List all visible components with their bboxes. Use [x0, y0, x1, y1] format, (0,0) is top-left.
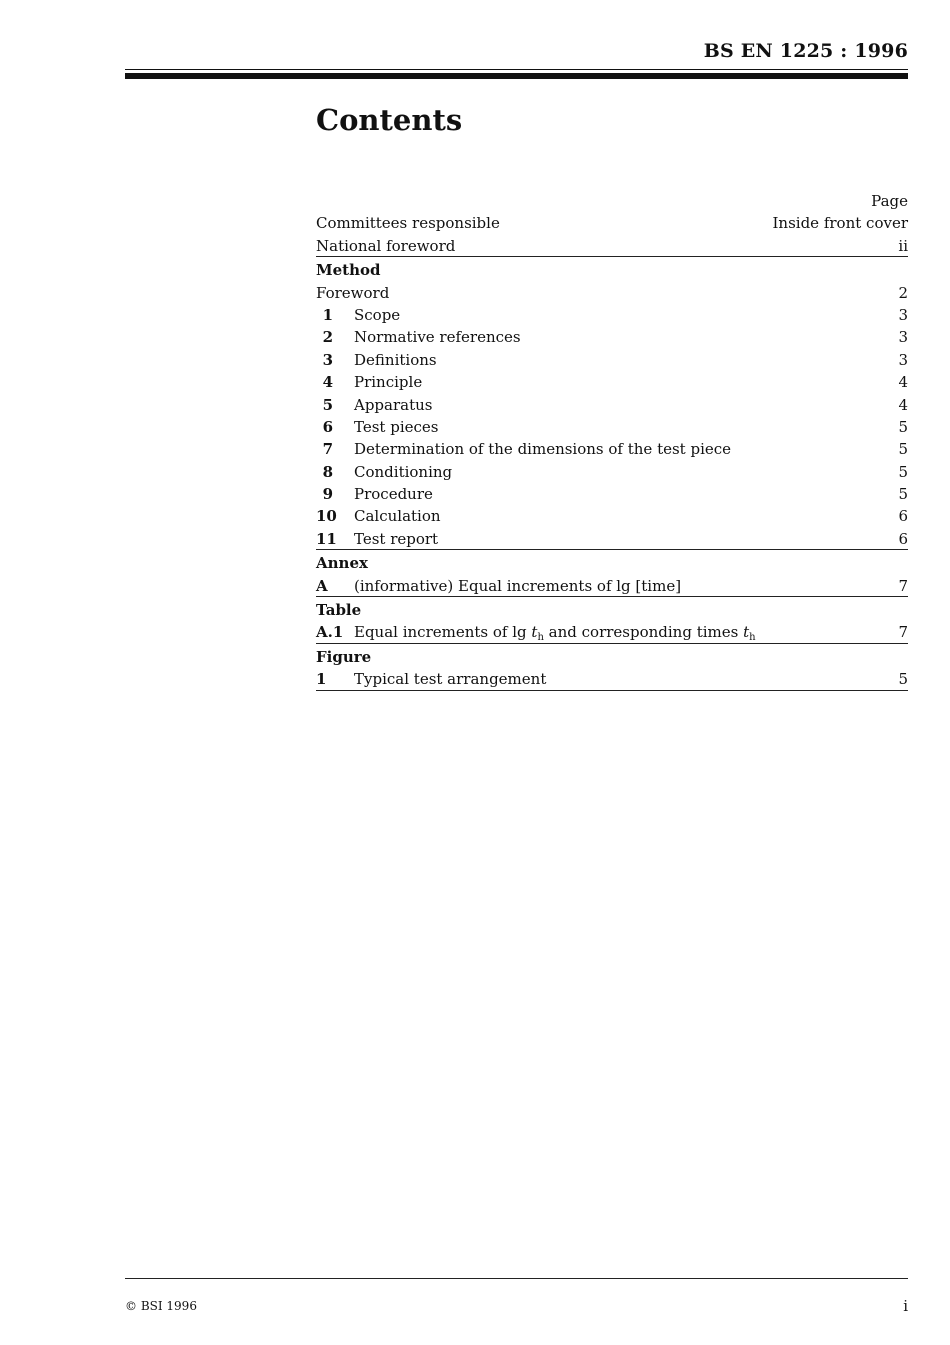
toc-entry-page: 3 — [898, 350, 908, 369]
toc-entry-clause-8[interactable] — [316, 461, 908, 483]
toc-entry-number: 7 — [322, 440, 333, 459]
toc-entry-page: 5 — [898, 670, 908, 689]
toc-entry-label: National foreword — [316, 236, 456, 255]
toc-entry-number: 8 — [322, 462, 333, 481]
toc-entry-number: A — [316, 576, 328, 595]
toc-entry-page: Inside front cover — [772, 214, 908, 233]
toc-entry-number: 2 — [322, 328, 333, 347]
toc-entry-page: 5 — [898, 485, 908, 504]
toc-entry-clause-11[interactable] — [316, 528, 908, 550]
time-variable: t — [531, 623, 538, 642]
toc-entry-label: Typical test arrangement — [354, 670, 547, 689]
toc-entry-national-foreword[interactable] — [316, 235, 908, 257]
toc-entry-label: Apparatus — [354, 395, 433, 414]
toc-section-figure — [316, 646, 908, 668]
toc-section-method — [316, 259, 908, 281]
header-rule-thin — [125, 69, 908, 70]
toc-entry-page: 3 — [898, 328, 908, 347]
footer-rule — [125, 1278, 908, 1279]
toc-entry-page: 5 — [898, 417, 908, 436]
toc-entry-clause-10[interactable] — [316, 505, 908, 527]
toc-entry-clause-7[interactable] — [316, 438, 908, 460]
toc-entry-clause-3[interactable] — [316, 349, 908, 371]
toc-entry-number: 1 — [322, 305, 333, 324]
toc-entry-label: Committees responsible — [316, 214, 500, 233]
toc-entry-clause-1[interactable] — [316, 304, 908, 326]
toc-entry-label: Normative references — [354, 328, 521, 347]
toc-entry-label: Conditioning — [354, 462, 453, 481]
toc-page-header-row — [316, 190, 908, 212]
toc-entry-clause-9[interactable] — [316, 483, 908, 505]
toc-entry-label: Test pieces — [354, 417, 439, 436]
page-number: i — [903, 1297, 908, 1315]
toc-entry-label: Scope — [354, 305, 401, 324]
toc-entry-label: Foreword — [316, 283, 390, 302]
toc-entry-page: 3 — [898, 305, 908, 324]
toc-section-heading: Figure — [316, 647, 372, 666]
toc-entry-number: 10 — [316, 507, 337, 526]
toc-entry-table-a1[interactable] — [316, 621, 908, 643]
toc-entry-page: 5 — [898, 440, 908, 459]
table-of-contents — [316, 190, 908, 691]
toc-entry-number: 3 — [322, 350, 333, 369]
toc-section-table — [316, 599, 908, 621]
toc-entry-label: (informative) Equal increments of lg [time] — [354, 576, 682, 595]
page-title: Contents — [316, 103, 463, 137]
table-label-part1: Equal increments of lg — [354, 623, 532, 642]
copyright-notice: © BSI 1996 — [125, 1299, 197, 1313]
toc-entry-label: Procedure — [354, 485, 433, 504]
toc-section-annex — [316, 552, 908, 574]
toc-entry-page: 2 — [898, 283, 908, 302]
document-id: BS EN 1225 : 1996 — [703, 40, 908, 62]
toc-entry-page: 4 — [898, 373, 908, 392]
toc-entry-page: 5 — [898, 462, 908, 481]
toc-entry-figure-1[interactable] — [316, 668, 908, 690]
toc-entry-number: 11 — [316, 529, 337, 548]
toc-entry-label: Principle — [354, 373, 423, 392]
toc-entry-label — [354, 621, 898, 643]
toc-entry-label: Definitions — [354, 350, 437, 369]
toc-entry-page: 4 — [898, 395, 908, 414]
table-label-part2: and corresponding times — [543, 623, 744, 642]
time-variable: t — [743, 623, 750, 642]
toc-entry-number: 5 — [322, 395, 333, 414]
toc-section-heading: Table — [316, 601, 362, 620]
toc-entry-number: 9 — [322, 485, 333, 504]
toc-section-heading: Annex — [316, 554, 368, 573]
toc-entry-clause-4[interactable] — [316, 371, 908, 393]
toc-entry-label: Calculation — [354, 507, 441, 526]
toc-entry-committees[interactable] — [316, 212, 908, 234]
toc-entry-clause-2[interactable] — [316, 326, 908, 348]
toc-entry-label: Test report — [354, 529, 439, 548]
toc-entry-foreword[interactable] — [316, 282, 908, 304]
time-subscript: h — [537, 632, 544, 644]
toc-entry-number: 1 — [316, 670, 327, 689]
toc-entry-clause-6[interactable] — [316, 416, 908, 438]
toc-entry-page: ii — [898, 236, 908, 255]
toc-entry-number: 6 — [322, 417, 333, 436]
toc-entry-number: A.1 — [316, 623, 344, 642]
toc-entry-page: 7 — [898, 576, 908, 595]
toc-entry-clause-5[interactable] — [316, 394, 908, 416]
toc-section-heading: Method — [316, 261, 381, 280]
header-rule-thick — [125, 73, 908, 79]
time-subscript: h — [749, 632, 756, 644]
toc-entry-label: Determination of the dimensions of the test piece — [354, 440, 732, 459]
toc-entry-page: 7 — [898, 623, 908, 642]
toc-entry-annex-a[interactable] — [316, 575, 908, 597]
toc-entry-page: 6 — [898, 529, 908, 548]
toc-entry-page: 6 — [898, 507, 908, 526]
toc-page-header: Page — [871, 192, 908, 210]
toc-entry-number: 4 — [322, 373, 333, 392]
